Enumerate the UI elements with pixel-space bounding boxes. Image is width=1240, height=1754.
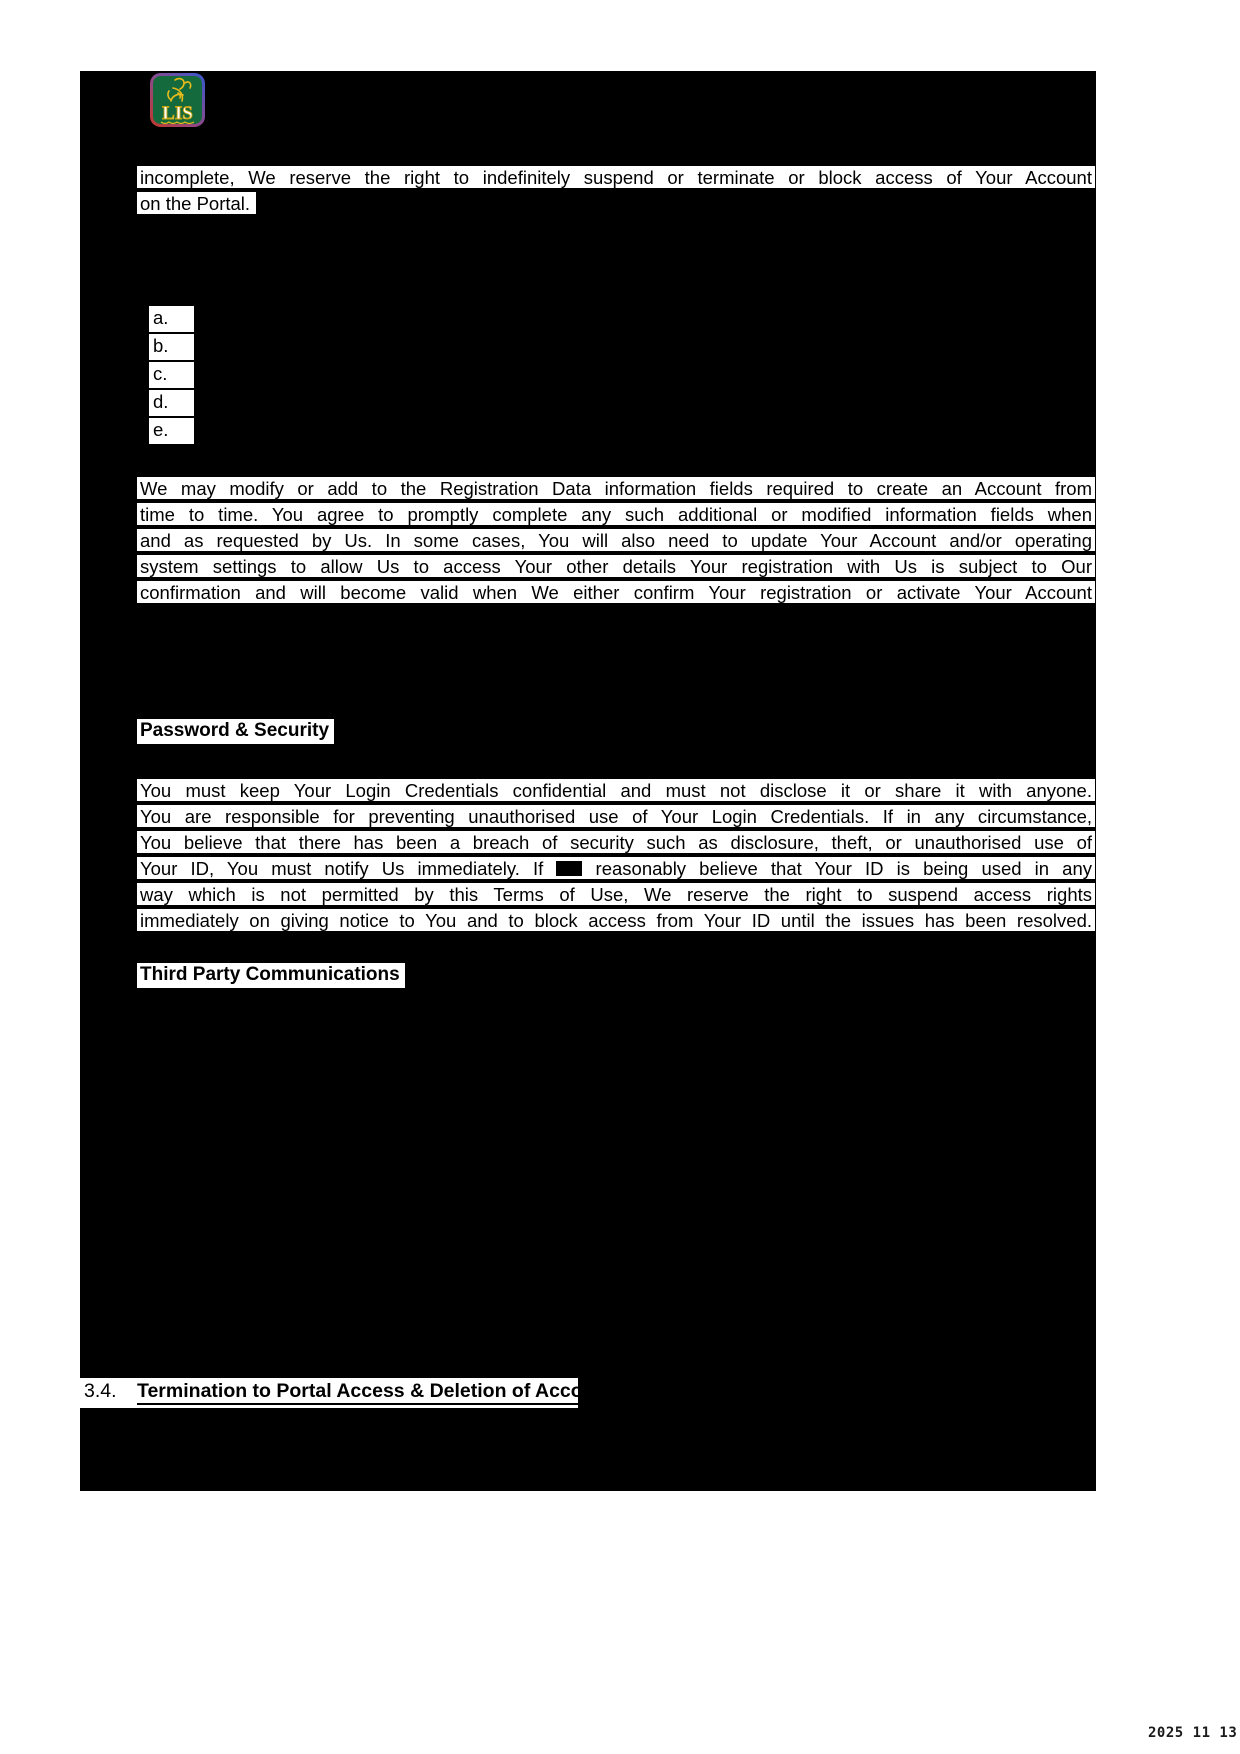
line-text-pre: Your ID, You must notify Us immediately. If: [140, 858, 544, 879]
paragraph-line: on the Portal.: [137, 192, 256, 216]
third-party-heading: Third Party Communications: [137, 963, 405, 990]
lis-lion-logo: [150, 73, 205, 127]
intro-paragraph: [137, 166, 1095, 223]
paragraph-line: You must keep Your Login Credentials confidential and must not disclose it or share it with anyone.: [137, 779, 1095, 803]
list-item-a: a.: [149, 306, 194, 332]
paragraph-line: and as requested by Us. In some cases, You will also need to update Your Account and/or operating: [137, 529, 1095, 553]
list-item-b: b.: [149, 334, 194, 360]
paragraph-line: We may modify or add to the Registration Data information fields required to create an Account from: [137, 477, 1095, 501]
paragraph-line: You believe that there has been a breach of security such as disclosure, theft, or unauthorised use of: [137, 831, 1095, 855]
logo-text: LIS: [162, 103, 193, 124]
section-3-4-heading: [80, 1378, 614, 1408]
date-stamp: 2025 11 13: [1148, 1725, 1238, 1741]
list-item-c: c.: [149, 362, 194, 388]
inline-redaction: [556, 861, 582, 876]
section-number: 3.4.: [84, 1380, 117, 1402]
line-text-post: reasonably believe that Your ID is being used in any: [595, 858, 1093, 879]
section-title: Termination to Portal Access & Deletion of Account: [137, 1380, 613, 1405]
password-security-heading: Password & Security: [137, 719, 334, 746]
paragraph-line: You are responsible for preventing unauthorised use of Your Login Credentials. If in any circumstance,: [137, 805, 1095, 829]
lettered-list: [149, 306, 194, 446]
paragraph-line: way which is not permitted by this Terms of Use, We reserve the right to suspend access rights: [137, 883, 1095, 907]
paragraph-line: confirmation and will become valid when We either confirm Your registration or activate Your Account: [137, 581, 1095, 605]
password-paragraph: [137, 779, 1095, 935]
paragraph-line: system settings to allow Us to access Your other details Your registration with Us is subject to Our: [137, 555, 1095, 579]
paragraph-line: immediately on giving notice to You and to block access from Your ID until the issues has been resolved.: [137, 909, 1095, 933]
registration-paragraph: [137, 477, 1095, 607]
list-item-e: e.: [149, 418, 194, 444]
paragraph-line-with-redaction: [137, 857, 1095, 881]
paragraph-line: incomplete, We reserve the right to indefinitely suspend or terminate or block access of Your Account: [137, 166, 1095, 190]
list-item-d: d.: [149, 390, 194, 416]
paragraph-line: time to time. You agree to promptly complete any such additional or modified information fields when: [137, 503, 1095, 527]
